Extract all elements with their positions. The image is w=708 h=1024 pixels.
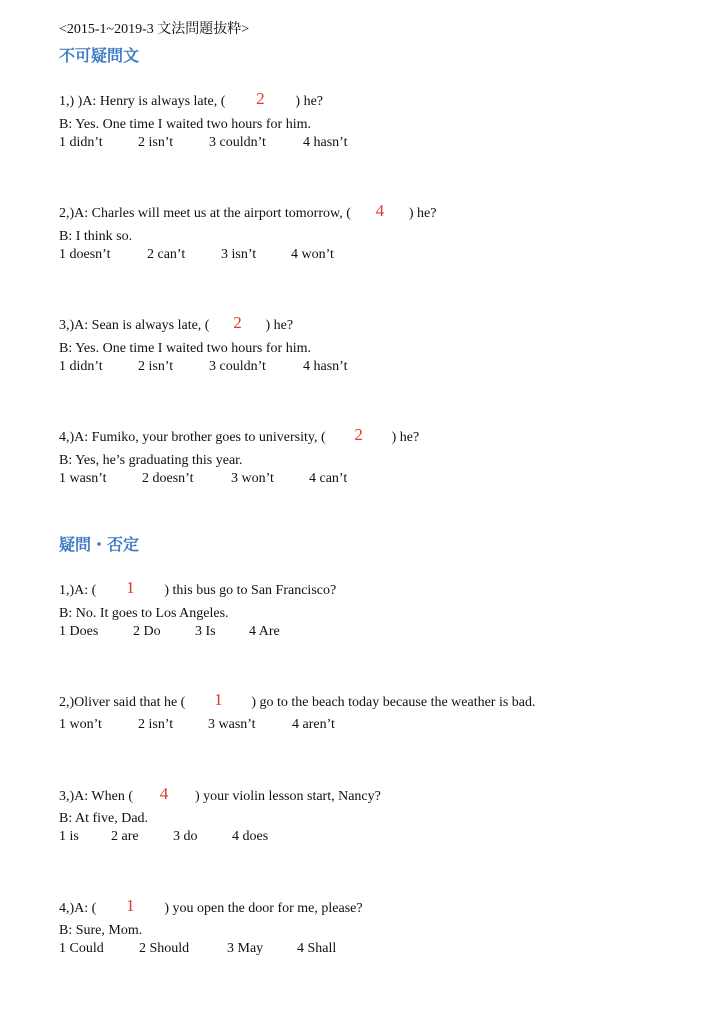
choice-4: 4 hasn’t [303, 135, 348, 150]
question-1-4 [59, 427, 419, 445]
question-suffix: ) this bus go to San Francisco? [164, 583, 337, 598]
choice-1: 1 is [59, 829, 79, 844]
choice-4: 4 Are [249, 624, 280, 639]
answer-mark: 4 [375, 201, 385, 220]
question-suffix: ) your violin lesson start, Nancy? [195, 789, 381, 804]
choice-1: 1 wasn’t [59, 471, 107, 486]
question-prefix: 3,)A: Sean is always late, ( [59, 318, 210, 333]
answer-mark: 2 [233, 313, 242, 332]
reply-line: B: I think so. [59, 229, 133, 244]
choice-3: 3 won’t [231, 471, 274, 486]
question-suffix: ) you open the door for me, please? [164, 901, 363, 916]
choice-4: 4 does [232, 829, 269, 844]
question-prefix: 4,)A: ( [59, 901, 97, 916]
choice-1: 1 Does [59, 624, 99, 639]
question-prefix: 2,)A: Charles will meet us at the airport tomorrow, ( [59, 206, 351, 221]
choice-2: 2 doesn’t [142, 471, 194, 486]
choice-1: 1 won’t [59, 717, 102, 732]
choice-1: 1 didn’t [59, 135, 103, 150]
choice-3: 3 couldn’t [209, 359, 266, 374]
choice-2: 2 can’t [147, 247, 186, 262]
answer-mark: 1 [214, 690, 223, 709]
choice-3: 3 Is [195, 624, 216, 639]
question-suffix: ) he? [391, 430, 420, 445]
question-2-3 [59, 786, 381, 804]
choice-2: 2 isn’t [138, 717, 174, 732]
choice-4: 4 aren’t [292, 717, 335, 732]
answer-mark: 4 [159, 784, 169, 803]
choice-4: 4 can’t [309, 471, 348, 486]
answer-mark: 1 [126, 578, 135, 597]
choice-2: 2 Do [133, 624, 161, 639]
choices-row [59, 942, 336, 956]
choices-row [59, 625, 280, 639]
choices-row [59, 136, 347, 150]
question-2-2 [59, 692, 536, 710]
section-heading-question-negative: 疑問・否定 [59, 535, 140, 554]
choice-2: 2 isn’t [138, 359, 174, 374]
reply-line: B: Yes. One time I waited two hours for him. [59, 341, 311, 356]
section-heading-tag-questions: 不可疑問文 [59, 46, 140, 65]
choices-row [59, 472, 347, 486]
question-suffix: ) he? [408, 206, 437, 221]
question-prefix: 3,)A: When ( [59, 789, 133, 804]
question-1-3 [59, 315, 293, 333]
question-prefix: 2,)Oliver said that he ( [59, 695, 186, 710]
question-suffix: ) go to the beach today because the weather is bad. [251, 695, 536, 710]
choice-2: 2 Should [139, 941, 190, 956]
choices-row [59, 718, 335, 732]
choice-1: 1 didn’t [59, 359, 103, 374]
question-prefix: 1,) )A: Henry is always late, ( [59, 94, 226, 109]
choice-4: 4 won’t [291, 247, 334, 262]
choice-4: 4 hasn’t [303, 359, 348, 374]
question-suffix: ) he? [265, 318, 294, 333]
reply-line: B: No. It goes to Los Angeles. [59, 606, 229, 621]
answer-mark: 2 [256, 89, 265, 108]
choice-1: 1 doesn’t [59, 247, 111, 262]
question-prefix: 4,)A: Fumiko, your brother goes to university, ( [59, 430, 326, 445]
choice-1: 1 Could [59, 941, 104, 956]
reply-line: B: Yes, he’s graduating this year. [59, 453, 243, 468]
answer-mark: 1 [126, 896, 135, 915]
choices-row [59, 248, 334, 262]
document-title: <2015-1~2019-3 文法問題抜粋> [59, 22, 250, 37]
question-1-2 [59, 203, 436, 221]
reply-line: B: Yes. One time I waited two hours for him. [59, 117, 311, 132]
question-suffix: ) he? [295, 94, 323, 109]
choice-4: 4 Shall [297, 941, 337, 956]
choice-3: 3 couldn’t [209, 135, 266, 150]
reply-line: B: At five, Dad. [59, 811, 149, 826]
question-2-1 [59, 580, 336, 598]
answer-mark: 2 [354, 425, 363, 444]
choice-3: 3 isn’t [221, 247, 257, 262]
choice-3: 3 do [173, 829, 198, 844]
question-prefix: 1,)A: ( [59, 583, 97, 598]
question-1-1 [59, 91, 323, 109]
choice-2: 2 isn’t [138, 135, 174, 150]
reply-line: B: Sure, Mom. [59, 923, 143, 938]
choices-row [59, 360, 347, 374]
choice-3: 3 May [227, 941, 264, 956]
question-2-4 [59, 898, 363, 916]
choice-2: 2 are [111, 829, 139, 844]
choice-3: 3 wasn’t [208, 717, 256, 732]
choices-row [59, 830, 268, 844]
